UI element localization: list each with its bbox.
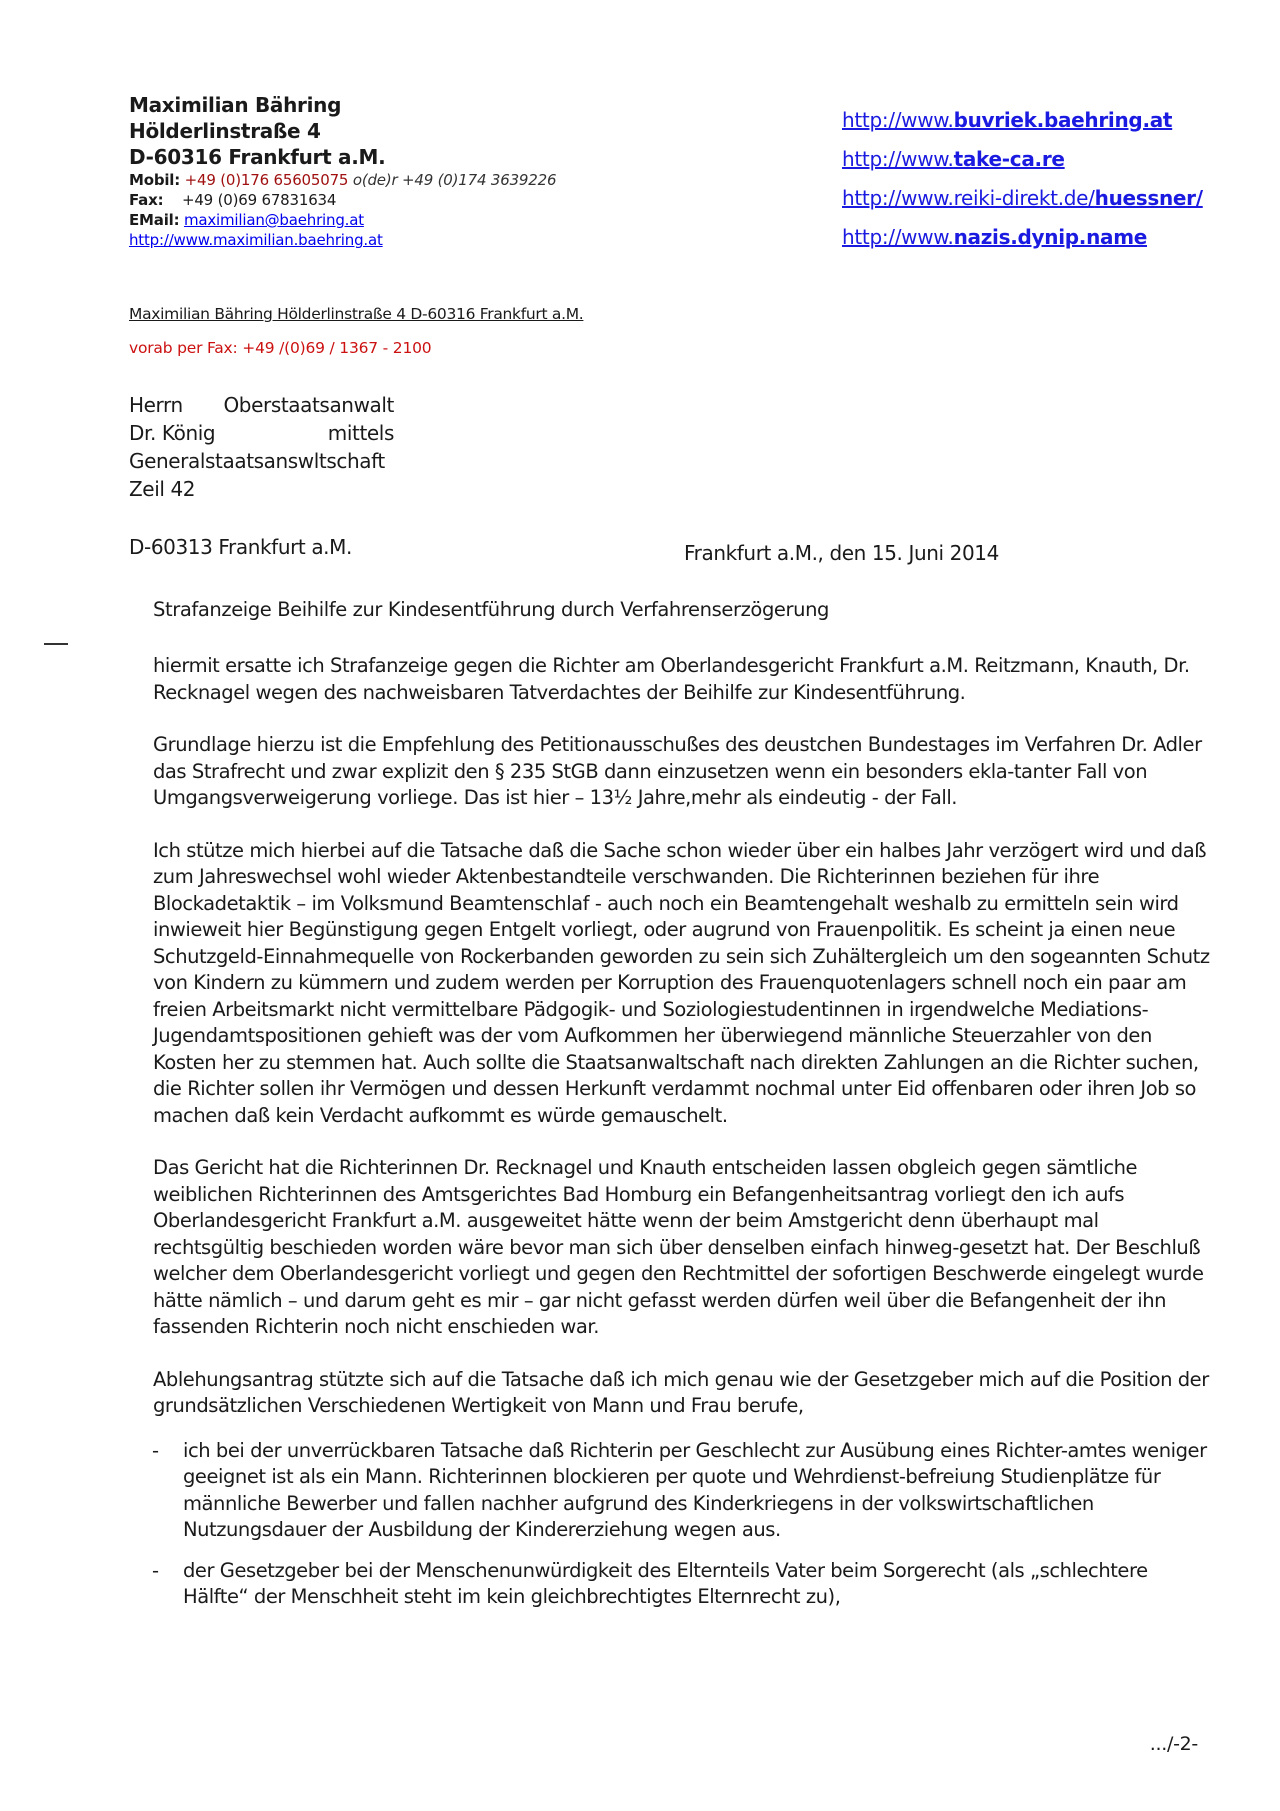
paragraph: Ablehungsantrag stützte sich auf die Tatsache daß ich mich genau wie der Gesetzgeber mich auf die Position der grundsätzlichen Verschiedenen Wertigkeit von Mann und Frau berufe, (153, 1367, 1209, 1417)
recipient-via: mittels (327, 421, 394, 445)
paragraph: hiermit ersatte ich Strafanzeige gegen die Richter am Oberlandesgericht Frankfurt a.M. Reitzmann, Knauth, Dr. Recknagel wegen des nachweisbaren Tatverdachtes der Beihilfe zur Kindesentführung. (153, 654, 1190, 704)
page-continuation: .../-2- (1149, 1733, 1198, 1755)
paragraph: Ich stütze mich hierbei auf die Tatsache daß die Sache schon wieder über ein halbes Jahr verzögert wird und daß zum Jahreswechsel wohl wieder Aktenbestandteile verschwanden. Die Richterinnen beziehen für ihre Blockadetaktik – im Volksmund Beamtenschlaf - auch noch ein Beamtengehalt weshalb zu ermitteln sein wird inwieweit hier Begünstigung gegen Entgelt vorliegt, oder augrund von Frauenpolitik. Es scheint ja einen neue Schutzgeld-Einnahmequelle von Rockerbanden geworden zu sein sich Zuhältergleich um den sogeannten Schutz von Kindern zu kümmern und zudem werden per Korruption des Frauenquotenlagers schnell noch ein paar am freien Arbeitsmarkt nicht vermittelbare Pädgogik- und Soziologiestudentinnen in irgendwelche Mediations-Jugendamtspositionen gehieft was der vom Aufkommen her überwiegend männliche Steuerzahler von den Kosten her zu stemmen hat. Auch sollte die Staatsanwaltschaft nach direkten Zahlungen an die Richter suchen, die Richter sollen ihr Vermögen und dessen Herkunft verdammt nochmal unter Eid offenbaren oder ihren Job so machen daß kein Verdacht aufkommt es würde gemauschelt. (153, 838, 1210, 1127)
sender-street: Hölderlinstraße 4 (129, 119, 321, 143)
recipient-salutation: Herrn (129, 393, 183, 417)
mobile-or: o(de)r (352, 171, 398, 189)
website-link[interactable]: http://www.maximilian.baehring.at (129, 231, 383, 249)
sender-mobile-line (129, 170, 556, 190)
sender-block (129, 92, 556, 250)
bullet-dash-icon: - (152, 1558, 159, 1582)
recipient-office: Generalstaatsanswltschaft (129, 449, 385, 473)
paragraph: Das Gericht hat die Richterinnen Dr. Recknagel und Knauth entscheiden lassen obgleich gegen sämtliche weiblichen Richterinnen des Amtsgerichtes Bad Homburg ein Befangenheitsantrag vorliegt den ich aufs Oberlandesgericht Frankfurt a.M. ausgeweitet hätte wenn der beim Amstgericht denn überhaupt mal rechtsgültig beschieden worden wäre bevor man sich über denselben einfach hinweg-gesetzt hat. Der Beschluß welcher dem Oberlandesgericht vorliegt und gegen den Rechtmittel der sofortigen Beschwerde eingelegt wurde hätte nämlich – und darum geht es mir – gar nicht gefasst werden dürfen weil über die Befangenheit der ihn fassenden Richterin noch nicht enschieden war. (153, 1156, 1204, 1338)
recipient-city: D-60313 Frankfurt a.M. (129, 535, 352, 559)
mobile-secondary: +49 (0)174 3639226 (402, 171, 557, 189)
recipient-line-1 (129, 391, 394, 419)
recipient-name: Dr. König (129, 421, 216, 445)
link-buvriek[interactable]: http://www.buvriek.baehring.at (842, 108, 1173, 132)
sender-website-line (129, 230, 556, 250)
sender-email-line (129, 210, 556, 230)
recipient-line-2 (129, 419, 394, 447)
return-address: Maximilian Bähring Hölderlinstraße 4 D-60316 Frankfurt a.M. (129, 305, 584, 323)
bullet-item (152, 1438, 1213, 1544)
mobile-primary: +49 (0)176 65605075 (184, 171, 349, 189)
email-label: EMail: (129, 211, 180, 229)
bullet-item (152, 1558, 1213, 1611)
link-reiki-direkt[interactable]: http://www.reiki-direkt.de/huessner/ (842, 186, 1203, 210)
link-take-care[interactable]: http://www.take-ca.re (842, 147, 1065, 171)
letter-subject: Strafanzeige Beihilfe zur Kindesentführung durch Verfahrenserzögerung (153, 598, 830, 621)
bullet-text: der Gesetzgeber bei der Menschenunwürdigkeit des Elternteils Vater beim Sorgerecht (als „schlechtere Hälfte“ der Menschheit steht im kein gleichbrechtigtes Elternrecht zu), (183, 1558, 1148, 1608)
email-link[interactable]: maximilian@baehring.at (183, 211, 364, 229)
header-links (842, 101, 1203, 257)
mobile-label: Mobil: (129, 171, 181, 189)
sender-name: Maximilian Bähring (129, 93, 342, 117)
fax-number: +49 (0)69 67831634 (181, 191, 337, 209)
fold-mark (44, 643, 68, 645)
recipient-street: Zeil 42 (129, 477, 196, 501)
fax-label: Fax: (129, 191, 164, 209)
bullet-dash-icon: - (152, 1438, 159, 1462)
sender-fax-line (129, 190, 556, 210)
prefax-line: vorab per Fax: +49 /(0)69 / 1367 - 2100 (129, 339, 432, 357)
recipient-title: Oberstaatsanwalt (223, 393, 394, 417)
bullet-text: ich bei der unverrückbaren Tatsache daß Richterin per Geschlecht zur Ausübung eines Richter-amtes weniger geeignet ist als ein Mann. Richterinnen blockieren per quote und Wehrdienst-befreiung Studienplätze für männliche Bewerber und fallen nachher aufgrund des Kinderkriegens in der volkswirtschaftlichen Nutzungsdauer der Ausbildung der Kindererziehung wegen aus. (183, 1438, 1207, 1541)
sender-city: D-60316 Frankfurt a.M. (129, 145, 386, 169)
recipient-block (129, 391, 394, 503)
link-nazis-dynip[interactable]: http://www.nazis.dynip.name (842, 225, 1148, 249)
paragraph: Grundlage hierzu ist die Empfehlung des Petitionausschußes des deustchen Bundestages im Verfahren Dr. Adler das Strafrecht und zwar explizit den § 235 StGB dann einzusetzen wenn ein besonders ekla-tanter Fall von Umgangsverweigerung vorliege. Das ist hier – 13½ Jahre,mehr als eindeutig - der Fall. (153, 733, 1202, 809)
letter-body (153, 653, 1213, 1625)
letter-date: Frankfurt a.M., den 15. Juni 2014 (684, 541, 999, 565)
